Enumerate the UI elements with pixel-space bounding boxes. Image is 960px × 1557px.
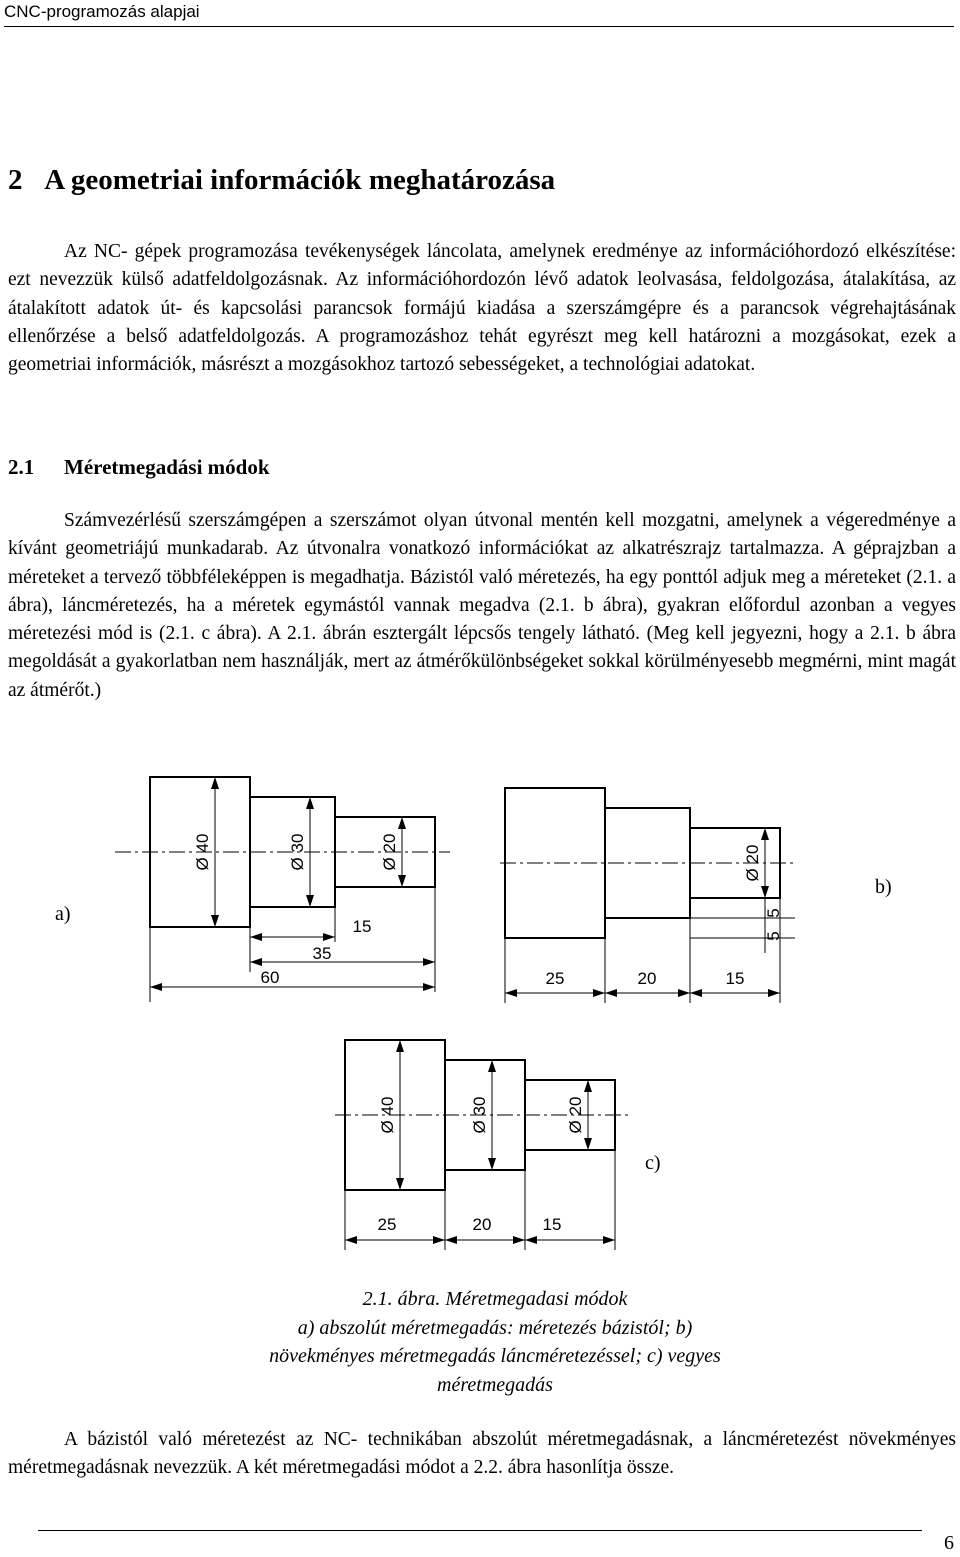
section-title: A geometriai információk meghatározása <box>44 164 556 196</box>
subsection-heading <box>8 455 270 480</box>
subsection-number: 2.1 <box>8 455 35 479</box>
figure-a-diameter-3: Ø 20 <box>380 833 399 871</box>
header-title: CNC-programozás alapjai <box>4 2 200 21</box>
figure-b-diameter-1: Ø 20 <box>743 844 762 882</box>
figure-b-step-1: 5 <box>764 908 783 918</box>
figure-a-diameter-2: Ø 30 <box>288 833 307 871</box>
figure-b-step-2: 5 <box>764 931 783 941</box>
figure-b-length-3: 15 <box>725 969 745 988</box>
figure-c-length-1: 25 <box>377 1215 397 1234</box>
section-number: 2 <box>8 164 23 196</box>
figure-c-diameter-3: Ø 20 <box>566 1096 585 1134</box>
subsection-title: Méretmegadási módok <box>64 455 270 479</box>
section-heading <box>8 164 555 197</box>
figure-caption <box>180 1285 810 1399</box>
running-header <box>4 0 954 27</box>
footer-divider <box>38 1530 922 1531</box>
figure-b-label: b) <box>875 876 892 898</box>
figure-b-drawing <box>495 778 805 1018</box>
paragraph-intro: Az NC- gépek programozása tevékenységek láncolata, amelynek eredménye az információhordozó elkészítése: ezt nevezzük külső adatfeldolgozásnak. Az információhordozón lévő adatok leolvasása, feldolgozása, átalakítása, az átalakított adatok út- és kapcsolási parancsok formájú kiadása a szerszámgépre és a parancsok végrehajtásának ellenőrzése a belső adatfeldolgozás. A programozáshoz tehát egyrészt meg kell határozni a mozgásokat, ezek a geometriai információk, másrészt a mozgásokhoz tartozó sebességeket, a technológiai adatokat. <box>8 241 956 376</box>
paragraph-absolute-incremental: A bázistól való méretezést az NC- technikában abszolút méretmegadásnak, a láncméretezést növekményes méretmegadásnak nevezzük. A két méretmegadási módot a 2.2. ábra hasonlítja össze. <box>8 1429 956 1479</box>
figure-c-diameter-2: Ø 30 <box>470 1096 489 1134</box>
figure-c-length-2: 20 <box>472 1215 492 1234</box>
figure-b-length-1: 25 <box>545 969 565 988</box>
figure-c-drawing <box>330 1030 640 1260</box>
figure-a-diameter-1: Ø 40 <box>193 833 212 871</box>
caption-line-1: 2.1. ábra. Méretmegadasi módok <box>362 1288 628 1310</box>
caption-line-2: a) abszolút méretmegadás: méretezés bázistól; b) <box>297 1316 693 1339</box>
figure-c-diameter-1: Ø 40 <box>378 1096 397 1134</box>
caption-line-3: növekményes méretmegadás láncméretezéssel; c) vegyes <box>269 1345 721 1367</box>
figure-a-length-3: 60 <box>260 968 280 987</box>
figure-c-label: c) <box>645 1152 661 1174</box>
figure-a-label: a) <box>55 903 71 925</box>
caption-line-4: méretmegadás <box>437 1373 553 1396</box>
figure-a-drawing <box>100 762 460 1012</box>
figure-a-length-1: 15 <box>352 917 372 936</box>
figure-a-length-2: 35 <box>312 944 332 963</box>
paragraph-dimensioning: Számvezérlésű szerszámgépen a szerszámot olyan útvonal mentén kell mozgatni, amelynek a végeredménye a kívánt geometriájú munkadarab. Az útvonalra vonatkozó információkat az alkatrészrajz tartalmazza. A géprajzban a méreteket a tervező többféleképpen is megadhatja. Bázistól való méretezés, ha egy ponttól adjuk meg a méreteket (2.1. a ábra), láncméretezés, ha a méretek egymástól vannak megadva (2.1. b ábra), gyakran előfordul azonban a vegyes méretezési mód is (2.1. c ábra). A 2.1. ábrán esztergált lépcsős tengely látható. (Meg kell jegyezni, hogy a 2.1. b ábra megoldását a gyakorlatban nem használják, mert az átmérőkülönbségeket sokkal körülményesebb megmérni, mint magát az átmérőt.) <box>8 510 956 701</box>
page-number: 6 <box>944 1532 954 1554</box>
figure-b-length-2: 20 <box>637 969 657 988</box>
figure-c-length-3: 15 <box>542 1215 562 1234</box>
